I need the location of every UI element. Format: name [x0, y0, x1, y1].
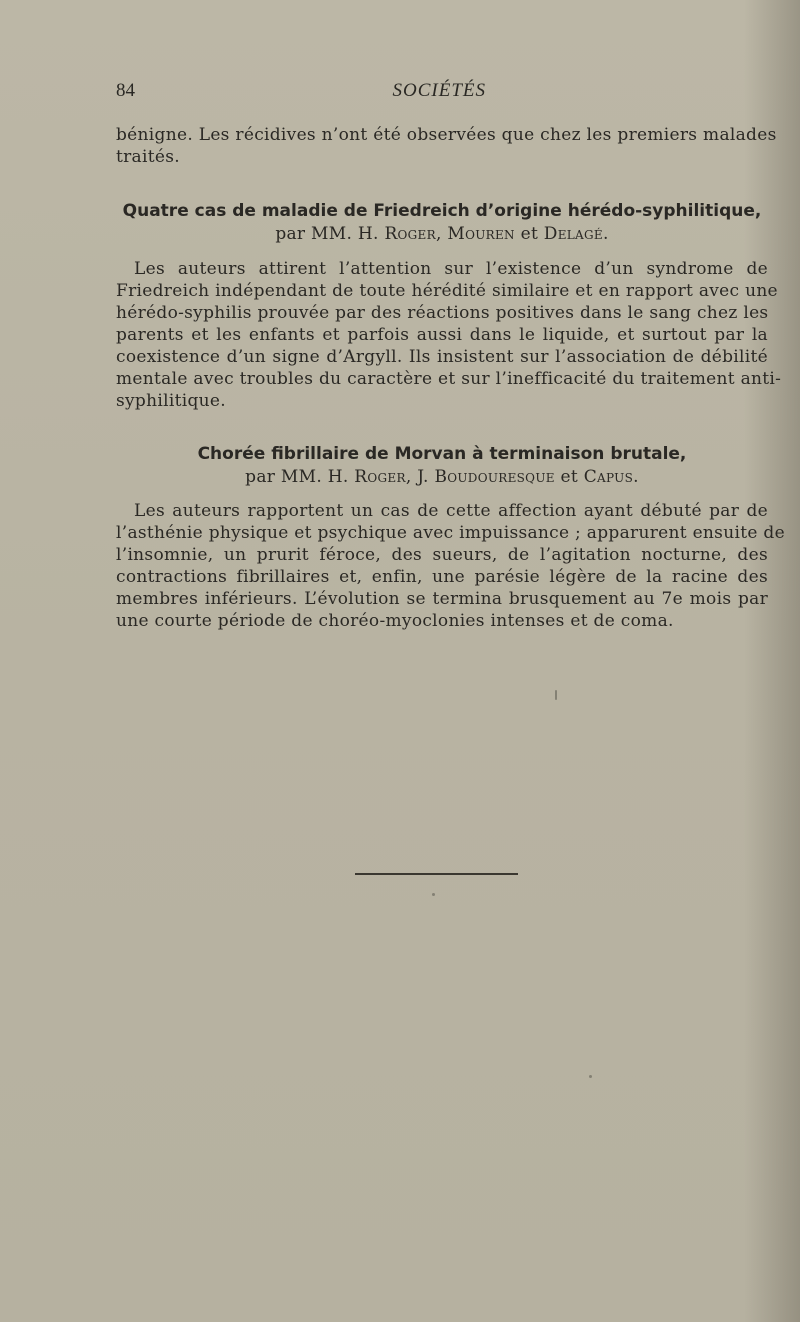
text-line: mentale avec troubles du caractère et sur l’inefficacité du traitement anti- — [116, 369, 782, 389]
text-line: bénigne. Les récidives n’ont été observées que chez les premiers malades — [116, 125, 777, 145]
text-line: coexistence d’un signe d’Argyll. Ils insistent sur l’association de débilité — [116, 347, 768, 367]
text-line: l’asthénie physique et psychique avec impuissance ; apparurent ensuite de — [116, 523, 785, 543]
text-line: Friedreich indépendant de toute hérédité similaire et en rapport avec une — [116, 281, 778, 301]
section2-byline — [116, 466, 768, 488]
author-name: J. Boudouresque — [417, 467, 555, 487]
author-name: Capus — [583, 467, 634, 487]
text-line: Les auteurs rapportent un cas de cette affection ayant débuté par de — [134, 501, 768, 521]
byline-separator: , — [435, 224, 442, 244]
text-line: syphilitique. — [116, 391, 226, 411]
byline-end: . — [633, 467, 639, 487]
section-divider — [355, 873, 518, 875]
byline-separator: , — [405, 467, 412, 487]
byline-separator: et — [520, 224, 539, 244]
page-header — [116, 80, 486, 106]
byline-end: . — [602, 224, 609, 244]
section2-paragraph — [116, 500, 785, 632]
page-number: 84 — [116, 80, 135, 101]
section1-paragraph — [116, 258, 782, 412]
paper-speck — [555, 690, 557, 700]
paper-speck — [432, 893, 435, 896]
byline-separator: et — [560, 467, 579, 487]
text-line: hérédo-syphilis prouvée par des réactions positives dans le sang chez les — [116, 303, 769, 323]
author-name: Roger — [384, 224, 436, 244]
text-line: parents et les enfants et parfois aussi dans le liquide, et surtout par la — [116, 325, 768, 345]
byline-prefix: par MM. H. — [275, 224, 379, 244]
section2-title: Chorée fibrillaire de Morvan à terminaison brutale, — [197, 444, 687, 464]
author-name: Roger — [354, 467, 406, 487]
running-head: SOCIÉTÉS — [392, 80, 486, 101]
text-line: l’insomnie, un prurit féroce, des sueurs, de l’agitation nocturne, des — [116, 545, 768, 565]
byline-prefix: par MM. H. — [245, 467, 349, 487]
text-line: Les auteurs attirent l’attention sur l’existence d’un syndrome de — [134, 259, 768, 279]
section1-title: Quatre cas de maladie de Friedreich d’origine hérédo-syphilitique, — [122, 201, 762, 221]
text-line: traités. — [116, 147, 180, 167]
text-line: membres inférieurs. L’évolution se termina brusquement au 7e mois par — [116, 589, 768, 609]
text-line: contractions fibrillaires et, enfin, une parésie légère de la racine des — [116, 567, 768, 587]
text-line: une courte période de choréo-myoclonies intenses et de coma. — [116, 611, 674, 631]
paper-speck — [589, 1075, 592, 1078]
author-name: Delagé — [543, 224, 603, 244]
author-name: Mouren — [447, 224, 515, 244]
intro-paragraph — [116, 124, 777, 168]
section1-byline — [116, 223, 768, 245]
